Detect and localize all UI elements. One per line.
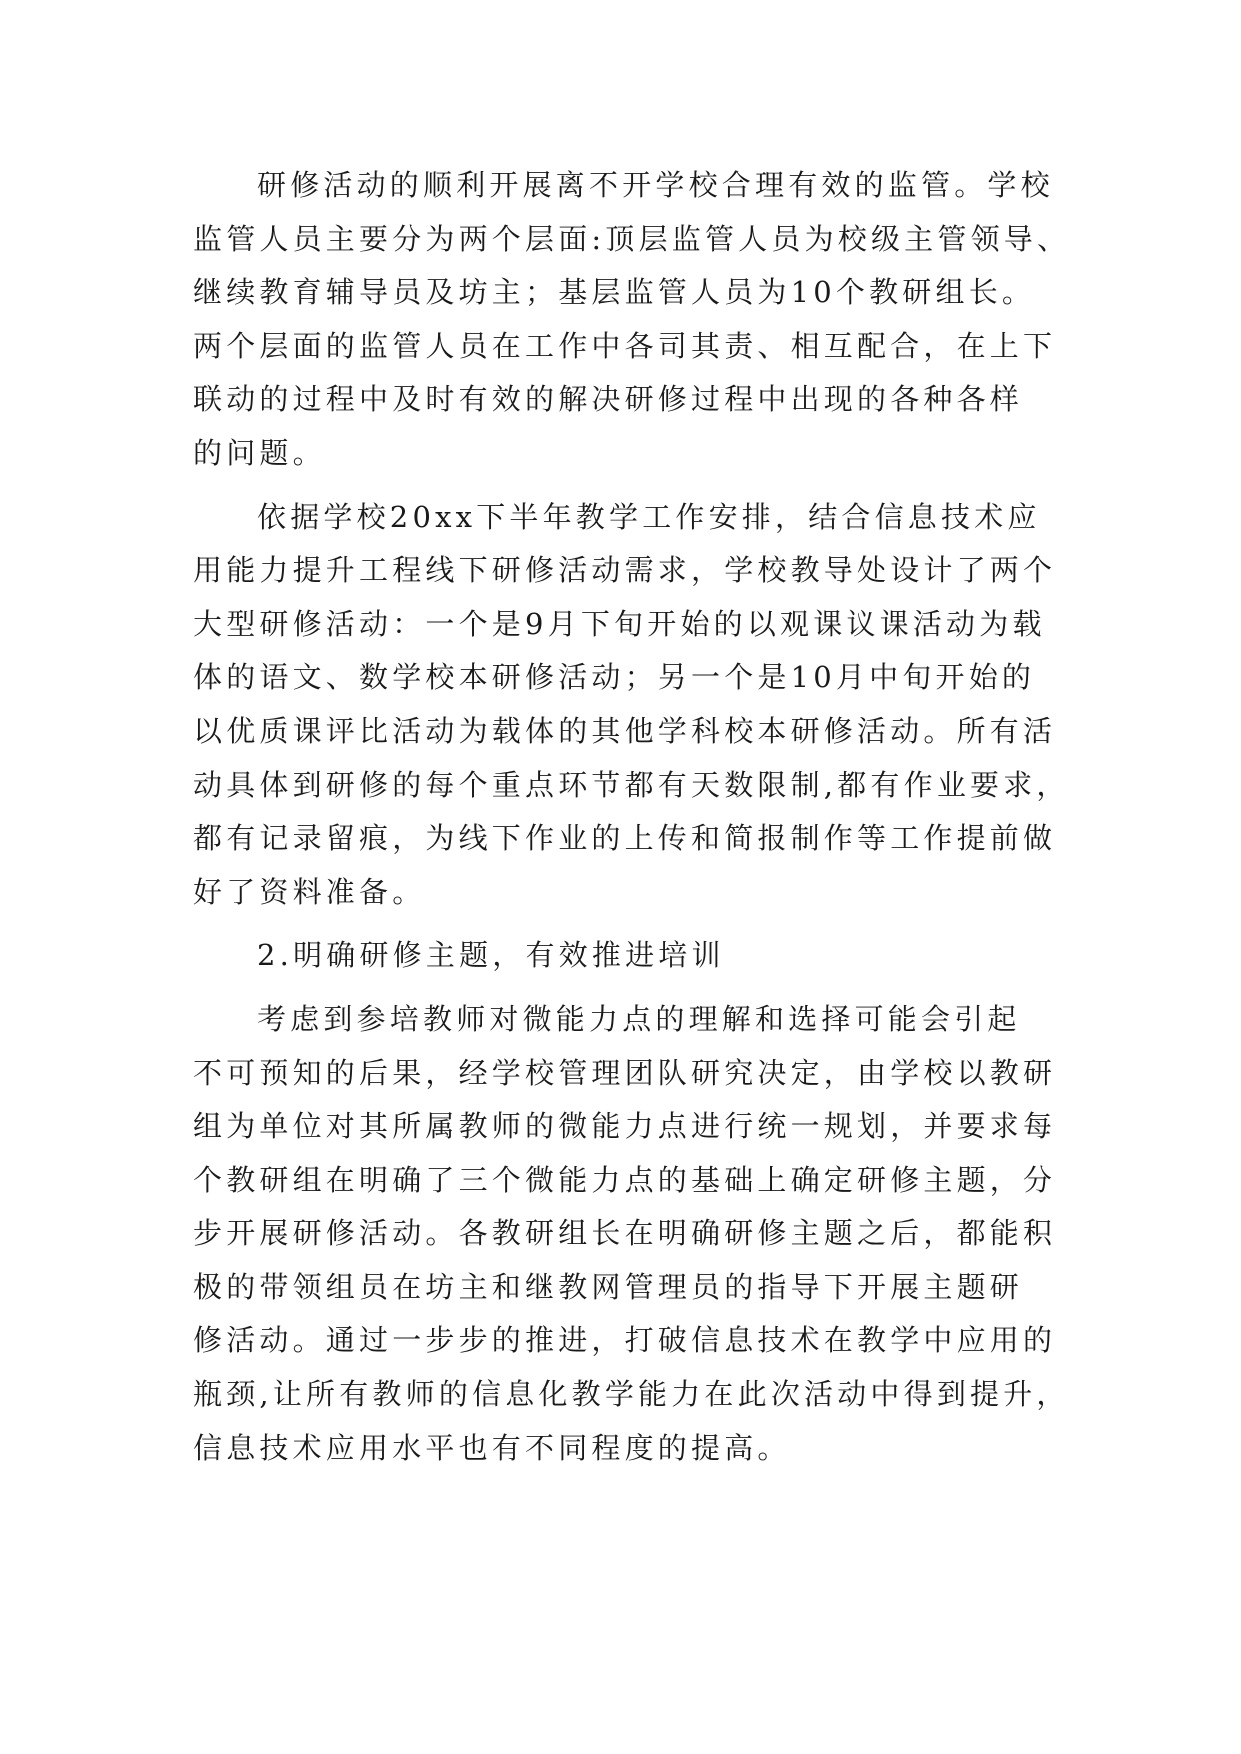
section-heading	[193, 929, 1055, 983]
paragraph-line: 大型研修活动：一个是9月下旬开始的以观课议课活动为载	[193, 606, 1046, 641]
document-body	[193, 159, 1071, 1475]
paragraph-line: 极的带领组员在坊主和继教网管理员的指导下开展主题研	[193, 1269, 1024, 1304]
paragraph-line: 组为单位对其所属教师的微能力点进行统一规划，并要求每	[193, 1109, 1057, 1144]
paragraph-line: 继续教育辅导员及坊主；基层监管人员为10个教研组长。	[193, 275, 1036, 310]
paragraph-activities	[193, 491, 1070, 920]
paragraph-line: 的问题。	[193, 435, 326, 470]
paragraph-line: 修活动。通过一步步的推进，打破信息技术在教学中应用的	[193, 1323, 1057, 1358]
paragraph-gap	[193, 919, 1055, 929]
paragraph-gap	[193, 481, 1055, 491]
paragraph-line: 两个层面的监管人员在工作中各司其责、相互配合，在上下	[193, 328, 1057, 363]
paragraph-gap	[193, 983, 1055, 993]
paragraph-supervision	[193, 159, 1071, 481]
paragraph-line: 动具体到研修的每个重点环节都有天数限制,都有作业要求，	[193, 767, 1070, 802]
paragraph-line: 好了资料准备。	[193, 874, 426, 909]
paragraph-line: 联动的过程中及时有效的解决研修过程中出现的各种各样	[193, 382, 1024, 417]
paragraph-line: 瓶颈,让所有教师的信息化教学能力在此次活动中得到提升，	[193, 1377, 1070, 1412]
paragraph-line: 都有记录留痕，为线下作业的上传和简报制作等工作提前做	[193, 821, 1057, 856]
paragraph-line: 不可预知的后果，经学校管理团队研究决定，由学校以教研	[193, 1055, 1057, 1090]
paragraph-line: 步开展研修活动。各教研组长在明确研修主题之后，都能积	[193, 1216, 1057, 1251]
paragraph-line: 信息技术应用水平也有不同程度的提高。	[193, 1430, 791, 1465]
paragraph-line: 以优质课评比活动为载体的其他学科校本研修活动。所有活	[193, 713, 1057, 748]
paragraph-line: 个教研组在明确了三个微能力点的基础上确定研修主题，分	[193, 1162, 1057, 1197]
section-heading-text: 2.明确研修主题，有效推进培训	[257, 938, 725, 973]
paragraph-line: 考虑到参培教师对微能力点的理解和选择可能会引起	[257, 1001, 1021, 1036]
paragraph-line: 研修活动的顺利开展离不开学校合理有效的监管。学校	[257, 168, 1054, 202]
paragraph-line: 体的语文、数学校本研修活动；另一个是10月中旬开始的	[193, 660, 1036, 695]
paragraph-themes	[193, 993, 1070, 1475]
paragraph-line: 用能力提升工程线下研修活动需求，学校教导处设计了两个	[193, 553, 1057, 588]
paragraph-line: 依据学校20xx下半年教学工作安排，结合信息技术应	[257, 499, 1041, 534]
paragraph-line: 监管人员主要分为两个层面:顶层监管人员为校级主管领导、	[193, 221, 1071, 256]
